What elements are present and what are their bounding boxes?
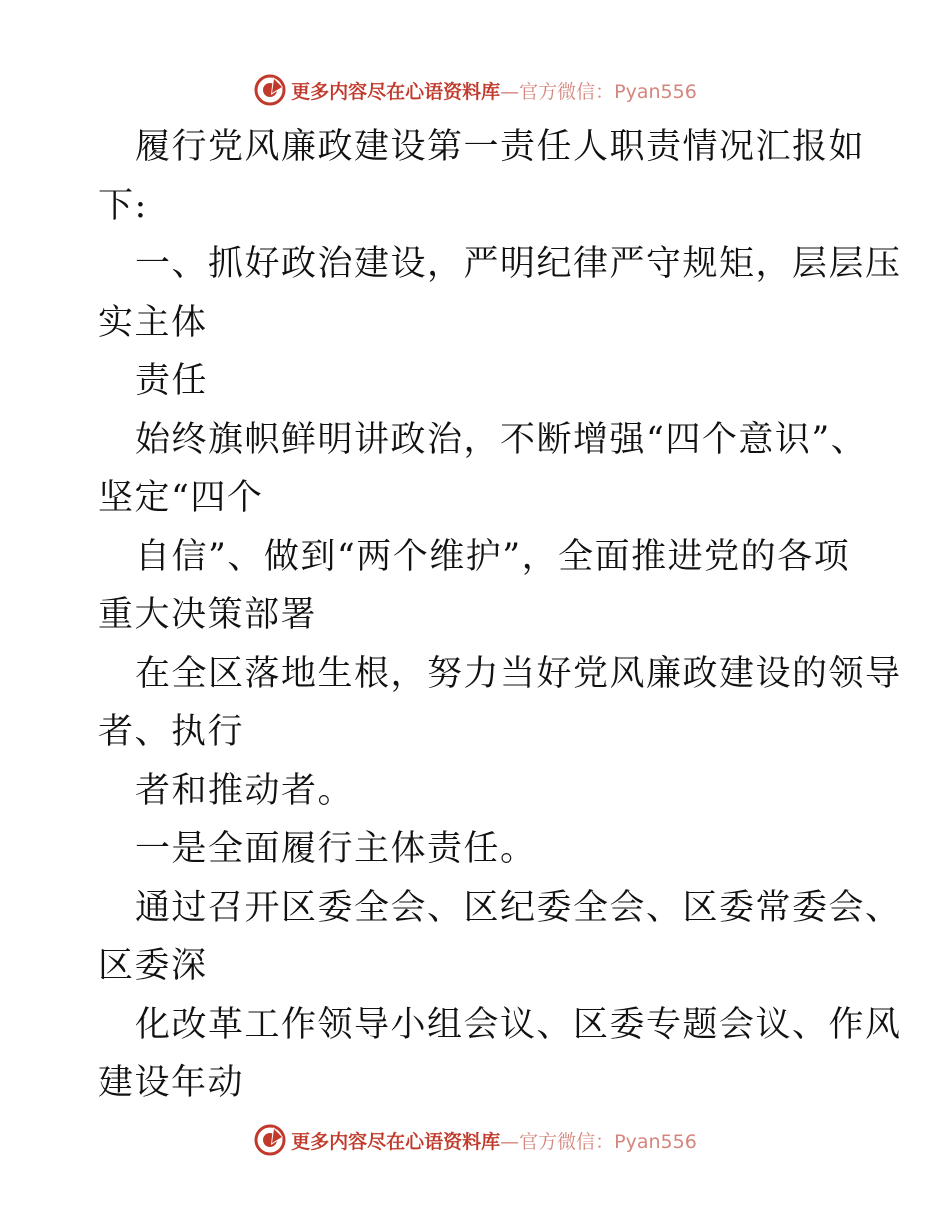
wechat-text: 官方微信：Pyan556 <box>519 1130 697 1153</box>
text-line: 在全区落地生根，努力当好党风廉政建设的领导 <box>135 653 902 694</box>
text-line: 责任 <box>135 361 209 401</box>
text-line: 履行党风廉政建设第一责任人职责情况汇报如 <box>135 127 866 167</box>
text-line: 者、执行 <box>98 712 245 752</box>
separator-text: — <box>500 80 520 103</box>
wechat-text: 官方微信：Pyan556 <box>519 80 697 103</box>
logo-icon <box>253 73 287 107</box>
footer-banner <box>0 1120 950 1160</box>
text-line: 一、抓好政治建设，严明纪律严守规矩，层层压 <box>135 244 902 284</box>
text-line: 坚定“四个 <box>98 478 264 518</box>
header-banner-text <box>291 77 697 104</box>
text-line: 始终旗帜鲜明讲政治，不断增强“四个意识”、 <box>135 419 868 460</box>
text-line: 化改革工作领导小组会议、区委专题会议、作风 <box>135 1004 902 1045</box>
logo-icon <box>253 1123 287 1157</box>
text-line: 下: <box>98 185 148 226</box>
text-line: 区委深 <box>98 946 208 986</box>
header-banner <box>0 70 950 110</box>
brand-text: 更多内容尽在心语资料库 <box>291 80 501 103</box>
text-line: 者和推动者。 <box>135 770 355 811</box>
text-line: 通过召开区委全会、区纪委全会、区委常委会、 <box>135 887 902 928</box>
text-line: 实主体 <box>98 302 208 343</box>
text-line: 自信”、做到“两个维护”，全面推进党的各项 <box>135 536 851 577</box>
brand-text: 更多内容尽在心语资料库 <box>291 1130 501 1153</box>
footer-banner-text <box>291 1127 697 1154</box>
text-line: 一是全面履行主体责任。 <box>135 829 537 869</box>
separator-text: — <box>500 1130 520 1153</box>
text-line: 建设年动 <box>98 1063 245 1103</box>
text-line: 重大决策部署 <box>98 595 318 635</box>
document-body <box>98 118 902 1113</box>
